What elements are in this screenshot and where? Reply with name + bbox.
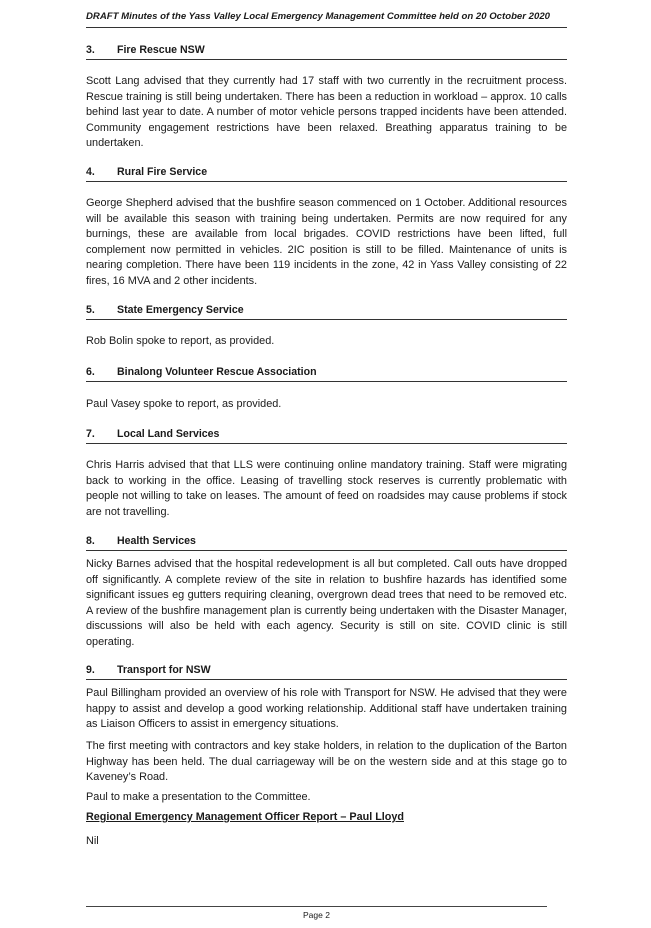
paragraph-fire-rescue: Scott Lang advised that they currently had 17 staff with two currently in the recruitment process. Rescue training is still being undertaken. There has been a reduction in workload – approx. 10 calls behind last year to date. A number of motor vehicle persons trapped incidents have been attended. Community engagement restrictions have been relaxed. Breathing apparatus training to be undertaken.: [86, 75, 567, 149]
section-heading-fire-rescue: [86, 44, 567, 60]
section-heading-binalong: [86, 366, 567, 382]
paragraph-transport-3: Paul to make a presentation to the Committee.: [86, 791, 311, 803]
section-number: 9.: [86, 664, 95, 676]
section-heading-ses: [86, 304, 567, 320]
section-number: 6.: [86, 366, 95, 378]
paragraph-lls: Chris Harris advised that that LLS were continuing online mandatory training. Staff were migrating back to working in the office. Leasing of travelling stock reserves is currently problematic with people not willing to take on leases. The amount of feed on roadsides may cause problems if stock are not travelling.: [86, 459, 567, 518]
paragraph-rural-fire: George Shepherd advised that the bushfire season commenced on 1 October. Additional resources will be available this season with training being undertaken. Permits are now required for any burnings, these are available from local brigades. COVID restrictions have been lifted, full complement now permitted in vehicles. 2IC position is still to be filled. Maintenance of units is nearing completion. There have been 119 incidents in the zone, 42 in Yass Valley consisting of 22 fires, 16 MVA and 2 other incidents.: [86, 197, 567, 287]
section-heading-health: [86, 535, 567, 551]
section-heading-transport: [86, 664, 567, 680]
section-title: Transport for NSW: [117, 664, 211, 676]
paragraph-transport-1: Paul Billingham provided an overview of his role with Transport for NSW. He advised that they were happy to assist and develop a good working relationship. Additional staff have undertaken training as Liaison Officers to assist in emergency situations.: [86, 687, 567, 730]
paragraph-health: Nicky Barnes advised that the hospital redevelopment is all but completed. Call outs have dropped off significantly. A complete review of the site in relation to bushfire hazards has identified some significant issues eg gutters requiring cleaning, overgrown dead trees that need to be removed etc. A review of the bushfire management plan is currently being undertaken with the Disaster Manager, discussions will also be held with each agency. Security is still on site. COVID clinic is still operating.: [86, 558, 567, 648]
remo-report-body: Nil: [86, 835, 99, 847]
section-number: 8.: [86, 535, 95, 547]
section-title: Local Land Services: [117, 428, 220, 440]
section-number: 7.: [86, 428, 95, 440]
paragraph-ses: Rob Bolin spoke to report, as provided.: [86, 335, 275, 347]
section-title: State Emergency Service: [117, 304, 244, 316]
section-heading-rural-fire: [86, 166, 567, 182]
section-number: 5.: [86, 304, 95, 316]
paragraph-binalong: Paul Vasey spoke to report, as provided.: [86, 398, 282, 410]
section-number: 4.: [86, 166, 95, 178]
page-number: Page 2: [303, 910, 330, 920]
document-header: DRAFT Minutes of the Yass Valley Local Emergency Management Committee held on 20 October 2020: [86, 11, 567, 28]
section-title: Health Services: [117, 535, 196, 547]
remo-report-heading: Regional Emergency Management Officer Report – Paul Lloyd: [86, 811, 404, 823]
section-heading-lls: [86, 428, 567, 444]
section-title: Binalong Volunteer Rescue Association: [117, 366, 317, 378]
paragraph-transport-2: The first meeting with contractors and key stake holders, in relation to the duplication of the Barton Highway has been held. The dual carriageway will be on the western side and at this stage go to Kaveney’s Road.: [86, 740, 567, 783]
section-number: 3.: [86, 44, 95, 56]
section-title: Fire Rescue NSW: [117, 44, 205, 56]
section-title: Rural Fire Service: [117, 166, 208, 178]
footer-divider: [86, 906, 547, 907]
